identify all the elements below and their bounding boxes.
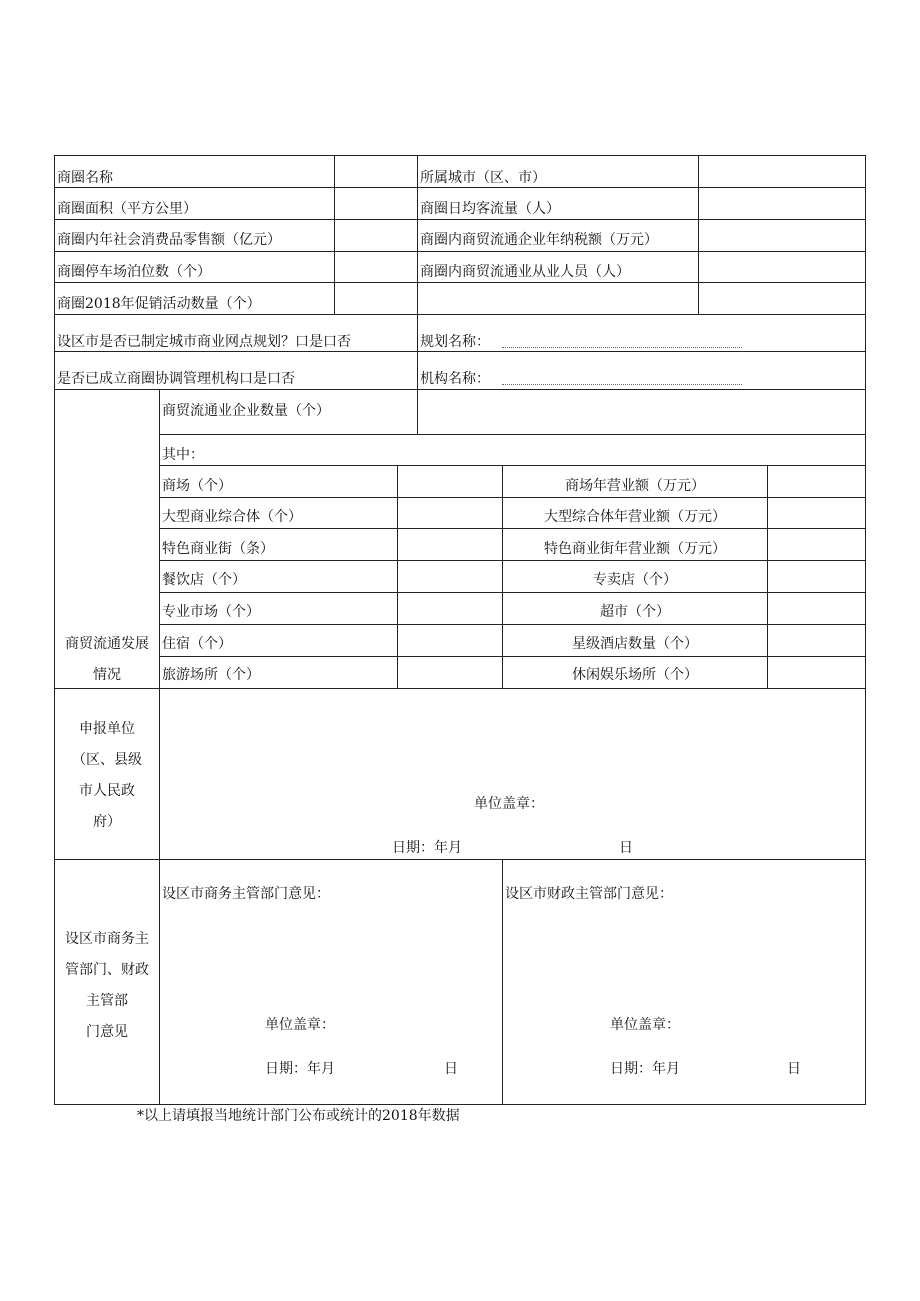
retail-sales-label: 商圈内年社会消费品零售额（亿元） bbox=[57, 232, 281, 248]
row-right-label: 星级酒店数量（个） bbox=[572, 636, 698, 652]
promotion-count-label: 商圈2018年促销活动数量（个） bbox=[57, 296, 261, 312]
agency-question[interactable]: 是否已成立商圈协调管理机构口是口否 bbox=[57, 371, 295, 387]
commerce-section-label: 情况 bbox=[93, 667, 121, 683]
applicant-label: 府） bbox=[93, 814, 121, 830]
table-border bbox=[865, 155, 866, 1105]
enterprise-count-field[interactable] bbox=[418, 390, 865, 434]
commerce-dept-day-label: 日 bbox=[444, 1061, 458, 1077]
parking-label: 商圈停车场泊位数（个） bbox=[57, 264, 211, 280]
row-right-label: 特色商业街年营业额（万元） bbox=[544, 541, 726, 557]
agency-name-field[interactable] bbox=[502, 384, 742, 385]
employees-field[interactable] bbox=[699, 252, 865, 282]
table-border bbox=[54, 282, 865, 283]
table-border bbox=[54, 688, 865, 689]
applicant-date-label: 日期：年月 bbox=[392, 840, 462, 856]
row-right-label: 大型综合体年营业额（万元） bbox=[544, 509, 726, 525]
finance-dept-date-label: 日期：年月 bbox=[610, 1061, 680, 1077]
row-right-label: 休闲娱乐场所（个） bbox=[572, 667, 698, 683]
commerce-dept-opinion-title: 设区市商务主管部门意见： bbox=[162, 886, 330, 902]
row-right-label: 超市（个） bbox=[600, 604, 670, 620]
footnote: *以上请填报当地统计部门公布或统计的2018年数据 bbox=[137, 1108, 460, 1124]
row-left-label: 专业市场（个） bbox=[162, 604, 260, 620]
city-label: 所属城市（区、市） bbox=[420, 170, 546, 186]
row-left-label: 餐饮店（个） bbox=[162, 572, 246, 588]
table-border bbox=[54, 314, 865, 315]
district-name-field[interactable] bbox=[335, 156, 417, 187]
table-border bbox=[502, 859, 503, 1105]
promotion-count-field[interactable] bbox=[335, 283, 417, 314]
row-left-label: 大型商业综合体（个） bbox=[162, 509, 302, 525]
city-field[interactable] bbox=[699, 156, 865, 187]
table-border bbox=[159, 497, 865, 498]
parking-field[interactable] bbox=[335, 252, 417, 282]
employees-label: 商圈内商贸流通业从业人员（人） bbox=[420, 264, 630, 280]
opinions-label: 管部门、财政 bbox=[65, 962, 149, 978]
retail-sales-field[interactable] bbox=[335, 220, 417, 251]
table-border bbox=[54, 351, 865, 352]
area-field[interactable] bbox=[335, 188, 417, 219]
row-right-label: 商场年营业额（万元） bbox=[565, 478, 705, 494]
table-border bbox=[159, 560, 865, 561]
among-label: 其中： bbox=[162, 447, 204, 463]
plan-name-field[interactable] bbox=[502, 347, 742, 348]
table-border bbox=[54, 1104, 865, 1105]
applicant-seal-label: 单位盖章： bbox=[474, 796, 544, 812]
applicant-label: （区、县级 bbox=[72, 752, 142, 768]
commerce-dept-seal-label: 单位盖章： bbox=[265, 1017, 335, 1033]
table-border bbox=[54, 859, 865, 860]
row-right-label: 专卖店（个） bbox=[593, 572, 677, 588]
agency-name-label: 机构名称： bbox=[420, 371, 490, 387]
finance-dept-seal-label: 单位盖章： bbox=[610, 1017, 680, 1033]
area-label: 商圈面积（平方公里） bbox=[57, 201, 197, 217]
applicant-label: 市人民政 bbox=[79, 783, 135, 799]
table-border bbox=[159, 389, 160, 1105]
daily-traffic-label: 商圈日均客流量（人） bbox=[420, 201, 560, 217]
applicant-label: 申报单位 bbox=[79, 721, 135, 737]
row-left-label: 住宿（个） bbox=[162, 636, 232, 652]
row-left-label: 特色商业街（条） bbox=[162, 541, 274, 557]
commerce-section-label: 商贸流通发展 bbox=[65, 636, 149, 652]
table-border bbox=[159, 592, 865, 593]
plan-question[interactable]: 设区市是否已制定城市商业网点规划？口是口否 bbox=[57, 334, 351, 350]
finance-dept-day-label: 日 bbox=[787, 1061, 801, 1077]
row-left-label: 商场（个） bbox=[162, 478, 232, 494]
finance-dept-opinion-title: 设区市财政主管部门意见： bbox=[505, 886, 673, 902]
opinions-label: 主管部 bbox=[86, 993, 128, 1009]
table-border bbox=[159, 465, 865, 466]
commerce-dept-date-label: 日期：年月 bbox=[265, 1061, 335, 1077]
tax-label: 商圈内商贸流通企业年纳税额（万元） bbox=[420, 232, 658, 248]
district-name-label: 商圈名称 bbox=[57, 170, 113, 186]
daily-traffic-field[interactable] bbox=[699, 188, 865, 219]
table-border bbox=[159, 624, 865, 625]
opinions-label: 设区市商务主 bbox=[65, 931, 149, 947]
plan-name-label: 规划名称： bbox=[420, 334, 490, 350]
tax-field[interactable] bbox=[699, 220, 865, 251]
table-border bbox=[159, 434, 865, 435]
row-right-field[interactable] bbox=[768, 466, 865, 688]
table-border bbox=[159, 528, 865, 529]
table-border bbox=[159, 656, 865, 657]
applicant-day-label: 日 bbox=[619, 840, 633, 856]
row-left-field[interactable] bbox=[398, 466, 502, 688]
opinions-label: 门意见 bbox=[86, 1024, 128, 1040]
row-left-label: 旅游场所（个） bbox=[162, 667, 260, 683]
enterprise-count-label: 商贸流通业企业数量（个） bbox=[162, 403, 330, 419]
